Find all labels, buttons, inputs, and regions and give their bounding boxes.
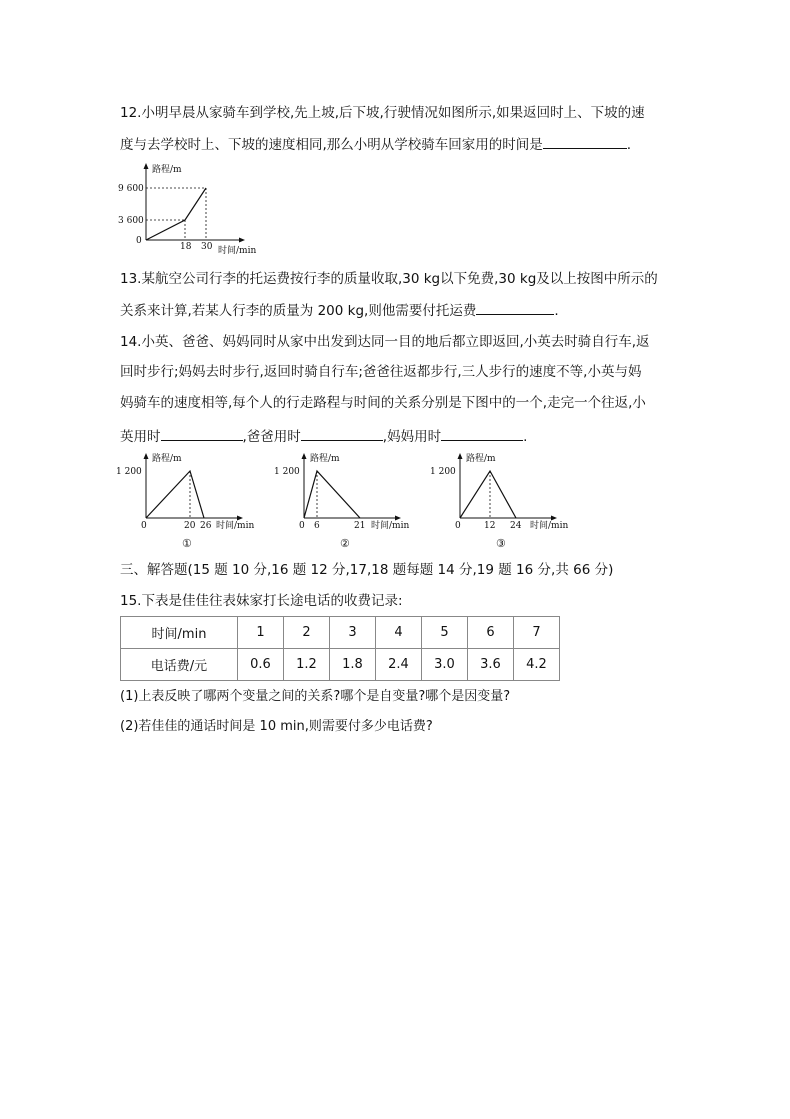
table-cell: 1.8	[330, 649, 376, 681]
q14-graph-3	[426, 450, 586, 554]
q14-xiaoying-blank[interactable]	[161, 426, 243, 441]
g2-x-arrow	[395, 516, 401, 521]
g2-ytick: 1 200	[274, 467, 300, 477]
g1-ytick: 1 200	[116, 467, 142, 477]
g3-xtick-b: 24	[510, 521, 522, 531]
g2-origin: 0	[299, 521, 305, 531]
g2-ylabel: 路程/m	[310, 454, 340, 464]
g2-y-arrow	[302, 453, 307, 459]
g2-caption: ②	[340, 537, 350, 550]
q14-line4	[120, 426, 527, 446]
q15-intro: 15.下表是佳佳往表妹家打长途电话的收费记录:	[120, 593, 403, 609]
g1-distance-line	[146, 471, 204, 518]
g3-caption: ③	[496, 537, 506, 550]
table-cell: 1	[238, 617, 284, 649]
q12-ytick-low: 3 600	[118, 216, 144, 226]
g3-ytick: 1 200	[430, 467, 456, 477]
table-row	[121, 649, 560, 681]
g3-y-arrow	[458, 453, 463, 459]
q12-y-arrow	[144, 163, 149, 169]
g1-xtick-a: 20	[184, 521, 196, 531]
table-cell: 3	[330, 617, 376, 649]
table-header-time: 时间/min	[121, 617, 238, 649]
q14-line2: 回时步行;妈妈去时步行,返回时骑自行车;爸爸往返都步行,三人步行的速度不等,小英与妈	[120, 364, 642, 380]
q14-dad-blank[interactable]	[301, 426, 383, 441]
q15-fee-table	[120, 616, 560, 681]
table-cell: 6	[468, 617, 514, 649]
q13-line1: 13.某航空公司行李的托运费按行李的质量收取,30 kg以下免费,30 kg及以上按图中所示的	[120, 271, 658, 287]
table-cell: 1.2	[284, 649, 330, 681]
q14-line1: 14.小英、爸爸、妈妈同时从家中出发到达同一目的地后都立即返回,小英去时骑自行车,返	[120, 334, 650, 350]
q15-sub1: (1)上表反映了哪两个变量之间的关系?哪个是自变量?哪个是因变量?	[120, 689, 511, 704]
g1-caption: ①	[182, 537, 192, 550]
g3-ylabel: 路程/m	[466, 454, 496, 464]
g2-xtick-b: 21	[354, 521, 366, 531]
q14-mom-blank[interactable]	[441, 426, 523, 441]
table-cell: 5	[422, 617, 468, 649]
q14-dad-label: ,爸爸用时	[242, 429, 301, 445]
q12-xtick-18: 18	[180, 242, 192, 252]
table-cell: 7	[514, 617, 560, 649]
table-row	[121, 617, 560, 649]
q14-line4-end: .	[523, 429, 528, 445]
g1-origin: 0	[141, 521, 147, 531]
table-cell: 2	[284, 617, 330, 649]
g1-xtick-b: 26	[200, 521, 212, 531]
q12-line2	[120, 134, 631, 154]
q12-answer-blank[interactable]	[543, 134, 627, 149]
g1-x-arrow	[237, 516, 243, 521]
q12-line1: 12.小明早晨从家骑车到学校,先上坡,后下坡,行驶情况如图所示,如果返回时上、下坡的速	[120, 105, 645, 121]
q12-line2-text: 度与去学校时上、下坡的速度相同,那么小明从学校骑车回家用的时间是	[120, 137, 543, 153]
q12-origin: 0	[136, 236, 142, 246]
q12-graph	[112, 160, 272, 256]
q13-answer-blank[interactable]	[476, 300, 554, 315]
g2-xtick-a: 6	[314, 521, 320, 531]
g2-xlabel: 时间/min	[371, 521, 410, 531]
q14-graph-2	[270, 450, 430, 554]
g1-y-arrow	[144, 453, 149, 459]
table-cell: 4.2	[514, 649, 560, 681]
g1-ylabel: 路程/m	[152, 454, 182, 464]
q12-ytick-high: 9 600	[118, 184, 144, 194]
q12-line2-end: .	[626, 137, 632, 153]
table-cell: 3.6	[468, 649, 514, 681]
q14-xiaoying-label: 英用时	[120, 429, 161, 445]
q13-line2	[120, 300, 559, 320]
g3-origin: 0	[455, 521, 461, 531]
g3-distance-line	[460, 471, 516, 518]
table-cell: 2.4	[376, 649, 422, 681]
q12-xtick-30: 30	[201, 242, 213, 252]
g1-xlabel: 时间/min	[216, 521, 255, 531]
g3-x-arrow	[551, 516, 557, 521]
table-header-fee: 电话费/元	[121, 649, 238, 681]
q14-graph-1	[112, 450, 272, 554]
g3-xlabel: 时间/min	[530, 521, 569, 531]
table-cell: 3.0	[422, 649, 468, 681]
g2-distance-line	[304, 471, 360, 518]
table-cell: 0.6	[238, 649, 284, 681]
q12-ylabel: 路程/m	[152, 165, 182, 175]
q12-xlabel: 时间/min	[218, 246, 257, 256]
q13-line2-text: 关系来计算,若某人行李的质量为 200 kg,则他需要付托运费	[120, 303, 477, 319]
table-cell: 4	[376, 617, 422, 649]
q14-mom-label: ,妈妈用时	[382, 429, 442, 445]
q12-x-arrow	[239, 238, 245, 243]
g3-xtick-a: 12	[484, 521, 496, 531]
q13-line2-end: .	[554, 303, 559, 319]
q14-line3: 妈骑车的速度相等,每个人的行走路程与时间的关系分别是下图中的一个,走完一个往返,小	[120, 395, 646, 411]
q15-sub2: (2)若佳佳的通话时间是 10 min,则需要付多少电话费?	[120, 719, 433, 734]
section-3-heading: 三、解答题(15 题 10 分,16 题 12 分,17,18 题每题 14 分,19 题 16 分,共 66 分)	[120, 562, 614, 578]
q12-distance-line	[146, 188, 206, 240]
